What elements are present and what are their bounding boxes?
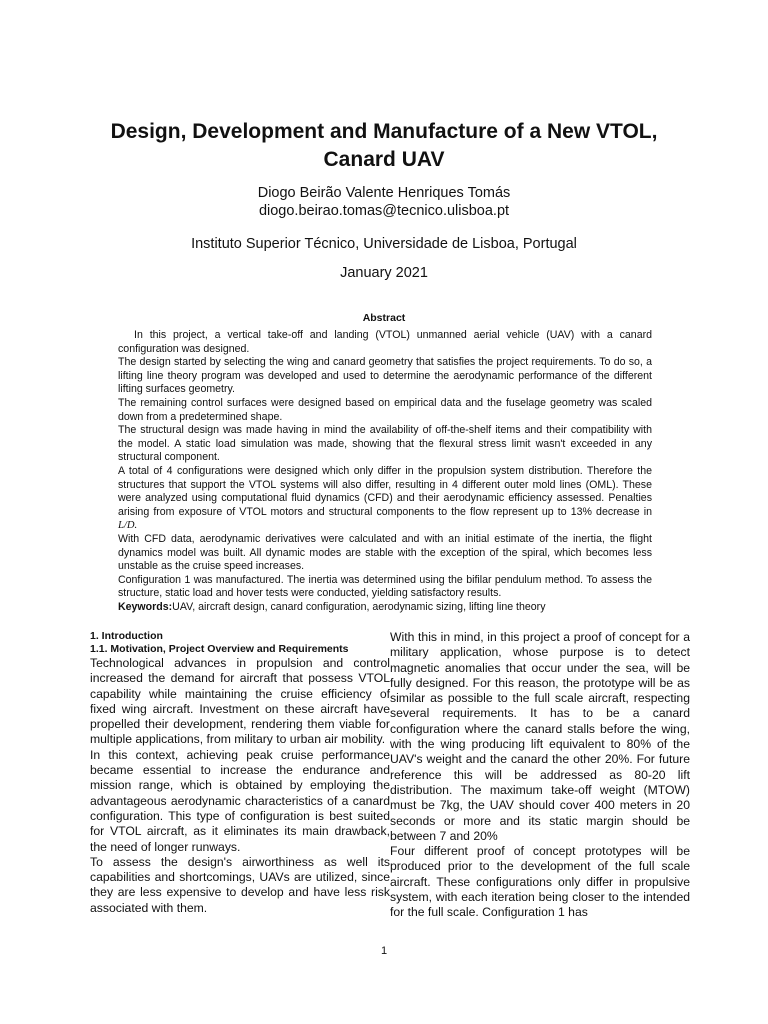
section-heading: 1. Introduction [90, 630, 163, 642]
abstract-paragraph: With CFD data, aerodynamic derivatives were calculated and with an initial estimate of the inertia, the flight dynamics model was built. All dynamic modes are stable with the exception of the spiral, which becomes less unstable as the cruise speed increases. [118, 532, 652, 573]
author-email: diogo.beirao.tomas@tecnico.ulisboa.pt [258, 203, 510, 219]
body-paragraph: To assess the design's airworthiness as well its capabilities and shortcomings, UAVs are utilized, since they are less expensive to develop and have less risk associated with them. [90, 854, 390, 915]
lift-to-drag-symbol: L/D. [118, 520, 138, 532]
left-column [90, 630, 390, 916]
body-paragraph: Four different proof of concept prototypes will be produced prior to the development of the full scale aircraft. These configurations only differ in propulsive system, with each iteration being closer to the intended for the full scale. Configuration 1 has [390, 844, 690, 920]
abstract-paragraph [118, 465, 652, 533]
right-column [390, 630, 690, 921]
abstract-paragraph: The design started by selecting the wing and canard geometry that satisfies the project requirements. To do so, a lifting line theory program was developed and used to determine the aerodynamic performance of the different lifting surfaces geometry. [118, 356, 652, 396]
abstract-heading: Abstract [362, 312, 406, 324]
abstract-paragraph: In this project, a vertical take-off and landing (VTOL) unmanned aerial vehicle (UAV) with a canard configuration was designed. [118, 329, 652, 355]
subsection-heading: 1.1. Motivation, Project Overview and Requirements [90, 643, 349, 655]
paper-title-line: Design, Development and Manufacture of a New VTOL, [110, 120, 658, 143]
abstract-paragraph: Configuration 1 was manufactured. The inertia was determined using the bifilar pendulum method. To assess the structure, static load and hover tests were conducted, yielding satisfactory results. [118, 573, 652, 600]
keywords-label: Keywords: [118, 600, 173, 613]
abstract-paragraph: The structural design was made having in mind the availability of off-the-shelf items and their compatibility with the model. A static load simulation was made, showing that the flexural stress limit wasn't exceeded in any structural component. [118, 424, 652, 464]
abstract-body [118, 329, 652, 614]
paper-title-line: Canard UAV [323, 148, 445, 171]
keywords-line [118, 601, 652, 615]
page-number: 1 [380, 945, 388, 957]
abstract-paragraph-text: A total of 4 configurations were designed which only differ in the propulsion system distribution. Therefore the structures that support the VTOL systems will also differ, resulting in 4 different outer mold lines (OML). These were analyzed using computational fluid dynamics (CFD) and their aerodynamic efficiency assessed. Penalties arising from exposure of VTOL motors and structural components to the flow represent up to 13% decrease in [118, 464, 652, 518]
paper-title [60, 118, 708, 174]
publication-date: January 2021 [340, 265, 428, 281]
abstract-paragraph: The remaining control surfaces were designed based on empirical data and the fuselage geometry was scaled down from a predetermined shape. [118, 396, 652, 423]
author-name: Diogo Beirão Valente Henriques Tomás [257, 185, 511, 201]
keywords-list: UAV, aircraft design, canard configuration, aerodynamic sizing, lifting line theory [172, 600, 546, 613]
affiliation: Instituto Superior Técnico, Universidade de Lisboa, Portugal [191, 236, 577, 252]
body-paragraph: With this in mind, in this project a proof of concept for a military application, whose purpose is to detect magnetic anomalies that occur under the sea, will be fully designed. For this reason, the prototype will be as similar as possible to the full scale aircraft, respecting several requirements. It has to be a canard configuration where the canard stalls before the wing, with the wing producing lift equivalent to 80% of the UAV's weight and the canard the other 20%. For future reference this will be addressed as 80-20 lift distribution. The maximum take-off weight (MTOW) must be 7kg, the UAV should cover 400 meters in 20 seconds or more and its static margin should be between 7 and 20% [390, 630, 690, 843]
body-paragraph: Technological advances in propulsion and control increased the demand for aircraft that possess VTOL capability while maintaining the cruise efficiency of fixed wing aircraft. Investment on these aircraft have propelled their development, rendering them viable for multiple applications, from military to urban air mobility. [90, 656, 390, 747]
body-paragraph: In this context, achieving peak cruise performance became essential to increase the endurance and mission range, which is obtained by employing the advantageous aerodynamic characteristics of a canard configuration. This type of configuration is best suited for VTOL aircraft, as it eliminates its main drawback, the need of longer runways. [90, 747, 390, 854]
